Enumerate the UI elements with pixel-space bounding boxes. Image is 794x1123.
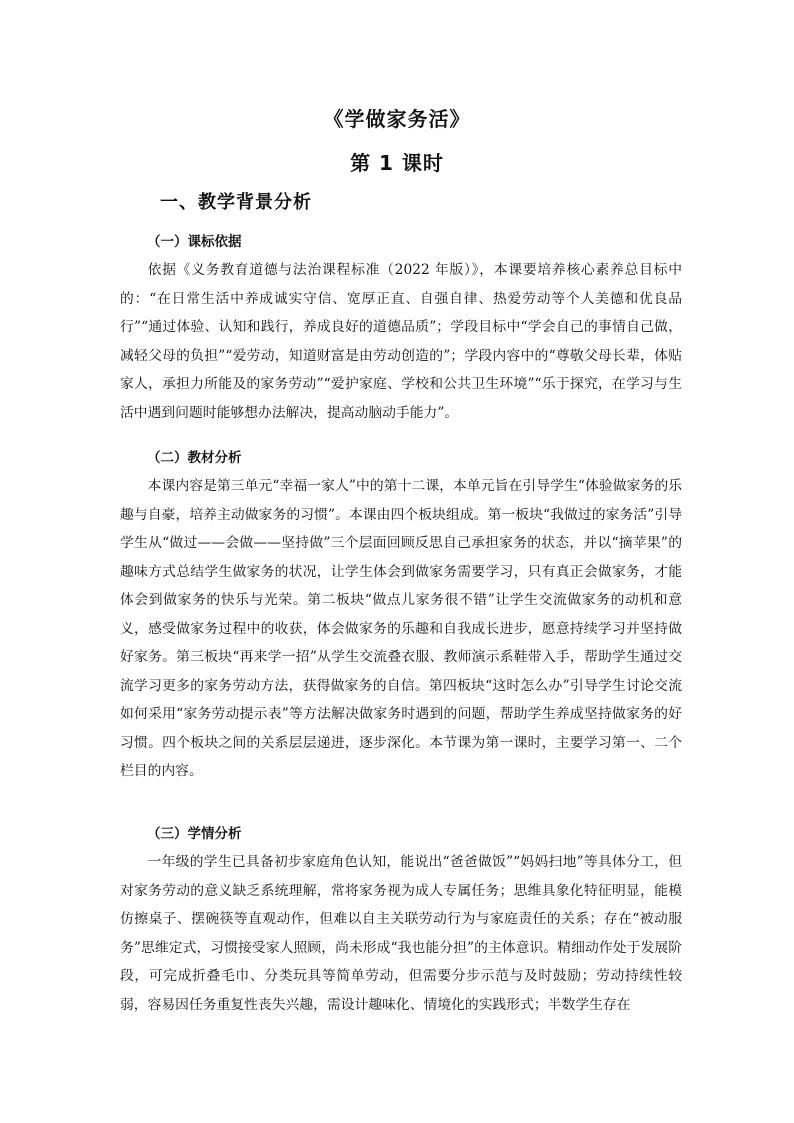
paragraph-students: 一年级的学生已具备初步家庭角色认知，能说出“爸爸做饭”“妈妈扫地”等具体分工，但对家务劳动的意义缺乏系统理解，常将家务视为成人专属任务；思维具象化特征明显，能模仿擦桌子、摆碗筷等直观动作，但难以自主关联劳动行为与家庭责任的关系；存在“被动服务”思维定式，习惯接受家人照顾，尚未形成“我也能分担”的主体意识。精细动作处于发展阶段，可完成折叠毛巾、分类玩具等简单劳动，但需要分步示范与及时鼓励；劳动持续性较弱，容易因任务重复性丧失兴趣，需设计趣味化、情境化的实践形式；半数学生存在 bbox=[120, 854, 682, 1013]
subsection-heading-standards: （一）课标依据 bbox=[147, 234, 242, 250]
section-heading-background: 一、教学背景分析 bbox=[160, 192, 312, 213]
paragraph-standards: 依据《义务教育道德与法治课程标准（2022 年版）》，本课要培养核心素养总目标中的：“在日常生活中养成诚实守信、宽厚正直、自强自律、热爱劳动等个人美德和优良品行”“通过体验、认知和践行，养成良好的道德品质”；学段目标中“学会自己的事情自己做，减轻父母的负担”“爱劳动，知道财富是由劳动创造的”；学段内容中的“尊敬父母长辈，体贴家人，承担力所能及的家务劳动”“爱护家庭、学校和公共卫生环境”“乐于探究，在学习与生活中遇到问题时能够想办法解决，提高动脑动手能力”。 bbox=[120, 262, 682, 421]
paragraph-textbook: 本课内容是第三单元“幸福一家人”中的第十二课，本单元旨在引导学生“体验做家务的乐趣与自豪，培养主动做家务的习惯”。本课由四个板块组成。第一板块“我做过的家务活”引导学生从“做过——会做——坚持做”三个层面回顾反思自己承担家务的状态，并以“摘苹果”的趣味方式总结学生做家务的状况，让学生体会到做家务需要学习，只有真正会做家务，才能体会到做家务的快乐与光荣。第二板块“做点儿家务很不错”让学生交流做家务的动机和意义，感受做家务过程中的收获，体会做家务的乐趣和自我成长进步，愿意持续学习并坚持做好家务。第三板块“再来学一招”从学生交流叠衣服、教师演示系鞋带入手，帮助学生通过交流学习更多的家务劳动方法，获得做家务的自信。第四板块“这时怎么办”引导学生讨论交流如何采用“家务劳动提示表”等方法解决做家务时遇到的问题，帮助学生养成坚持做家务的好习惯。四个板块之间的关系层层递进，逐步深化。本节课为第一课时，主要学习第一、二个栏目的内容。 bbox=[120, 478, 682, 779]
lesson-subtitle: 第 1 课时 bbox=[350, 151, 444, 175]
subsection-heading-students: （三）学情分析 bbox=[147, 826, 242, 842]
document-title: 《学做家务活》 bbox=[323, 107, 471, 131]
subsection-heading-textbook: （二）教材分析 bbox=[147, 450, 242, 466]
